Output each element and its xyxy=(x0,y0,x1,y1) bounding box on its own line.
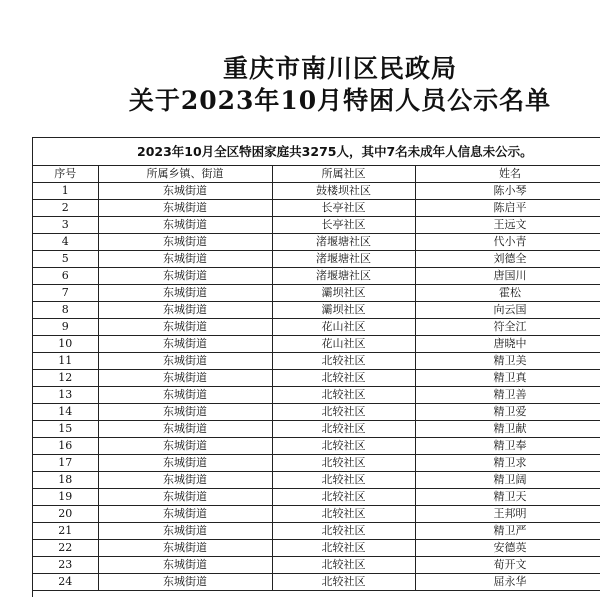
cell-township: 东城街道 xyxy=(98,404,272,421)
cell-index: 8 xyxy=(33,302,98,319)
cell-township: 东城街道 xyxy=(98,183,272,200)
table-row xyxy=(33,319,600,336)
cell-township: 东城街道 xyxy=(98,557,272,574)
table-row xyxy=(33,404,600,421)
cell-name: 唐晓中 xyxy=(415,336,600,353)
cell-name: 精卫美 xyxy=(415,353,600,370)
cell-township: 东城街道 xyxy=(98,353,272,370)
cell-name: 精卫求 xyxy=(415,455,600,472)
cell-community: 北较社区 xyxy=(272,523,415,540)
cell-name: 精卫奉 xyxy=(415,438,600,455)
cell-community: 灞坝社区 xyxy=(272,302,415,319)
cell-index: 1 xyxy=(33,183,98,200)
roster-table xyxy=(33,166,600,591)
cell-township: 东城街道 xyxy=(98,523,272,540)
cell-community: 渚堰塘社区 xyxy=(272,251,415,268)
table-row xyxy=(33,370,600,387)
cell-index: 3 xyxy=(33,217,98,234)
cell-name: 符全江 xyxy=(415,319,600,336)
table-row xyxy=(33,251,600,268)
cell-index: 14 xyxy=(33,404,98,421)
table-row xyxy=(33,183,600,200)
cell-name: 安德英 xyxy=(415,540,600,557)
cell-index: 23 xyxy=(33,557,98,574)
cell-name: 屈永华 xyxy=(415,574,600,591)
cell-community: 北较社区 xyxy=(272,438,415,455)
header-township: 所属乡镇、街道 xyxy=(98,166,272,183)
cell-name: 精卫献 xyxy=(415,421,600,438)
cell-township: 东城街道 xyxy=(98,540,272,557)
header-community: 所属社区 xyxy=(272,166,415,183)
cell-name: 唐国川 xyxy=(415,268,600,285)
cell-community: 鼓楼坝社区 xyxy=(272,183,415,200)
cell-community: 北较社区 xyxy=(272,489,415,506)
cell-index: 5 xyxy=(33,251,98,268)
cell-community: 北较社区 xyxy=(272,455,415,472)
cell-index: 22 xyxy=(33,540,98,557)
cell-township: 东城街道 xyxy=(98,370,272,387)
table-row xyxy=(33,217,600,234)
cell-name: 代小青 xyxy=(415,234,600,251)
table-row xyxy=(33,234,600,251)
cell-township: 东城街道 xyxy=(98,336,272,353)
cell-name: 王邦明 xyxy=(415,506,600,523)
cell-township: 东城街道 xyxy=(98,251,272,268)
cell-community: 北较社区 xyxy=(272,472,415,489)
table-row xyxy=(33,387,600,404)
table-row xyxy=(33,557,600,574)
cell-township: 东城街道 xyxy=(98,472,272,489)
cell-name: 荀开文 xyxy=(415,557,600,574)
cell-index: 18 xyxy=(33,472,98,489)
cell-index: 20 xyxy=(33,506,98,523)
cell-name: 陈启平 xyxy=(415,200,600,217)
cell-township: 东城街道 xyxy=(98,506,272,523)
cell-township: 东城街道 xyxy=(98,285,272,302)
cell-community: 长亭社区 xyxy=(272,217,415,234)
cell-index: 17 xyxy=(33,455,98,472)
cell-community: 渚堰塘社区 xyxy=(272,268,415,285)
cell-township: 东城街道 xyxy=(98,574,272,591)
cell-township: 东城街道 xyxy=(98,217,272,234)
table-row xyxy=(33,336,600,353)
summary-banner: 2023年10月全区特困家庭共3275人，其中7名未成年人信息未公示。 xyxy=(33,138,600,166)
cell-name: 精卫真 xyxy=(415,370,600,387)
table-row xyxy=(33,455,600,472)
header-name: 姓名 xyxy=(415,166,600,183)
cell-community: 北较社区 xyxy=(272,404,415,421)
cell-community: 花山社区 xyxy=(272,336,415,353)
cell-index: 15 xyxy=(33,421,98,438)
cell-community: 灞坝社区 xyxy=(272,285,415,302)
cell-community: 北较社区 xyxy=(272,353,415,370)
cell-index: 24 xyxy=(33,574,98,591)
roster-table-container xyxy=(32,137,600,597)
cell-name: 霍松 xyxy=(415,285,600,302)
cell-name: 精卫阔 xyxy=(415,472,600,489)
cell-community: 北较社区 xyxy=(272,387,415,404)
cell-township: 东城街道 xyxy=(98,489,272,506)
page-title: 重庆市南川区民政局 xyxy=(222,54,457,83)
cell-community: 渚堰塘社区 xyxy=(272,234,415,251)
cell-index: 7 xyxy=(33,285,98,302)
cell-community: 北较社区 xyxy=(272,574,415,591)
cell-index: 13 xyxy=(33,387,98,404)
cell-index: 19 xyxy=(33,489,98,506)
cell-name: 精卫天 xyxy=(415,489,600,506)
table-row xyxy=(33,438,600,455)
page-subtitle: 关于2023年10月特困人员公示名单 xyxy=(128,86,552,115)
cell-index: 10 xyxy=(33,336,98,353)
cell-community: 北较社区 xyxy=(272,370,415,387)
cell-name: 精卫善 xyxy=(415,387,600,404)
cell-index: 21 xyxy=(33,523,98,540)
cell-community: 长亭社区 xyxy=(272,200,415,217)
cell-community: 北较社区 xyxy=(272,506,415,523)
cell-township: 东城街道 xyxy=(98,455,272,472)
table-row xyxy=(33,472,600,489)
table-row xyxy=(33,540,600,557)
table-row xyxy=(33,523,600,540)
cell-name: 陈小琴 xyxy=(415,183,600,200)
table-row xyxy=(33,506,600,523)
cell-community: 花山社区 xyxy=(272,319,415,336)
cell-township: 东城街道 xyxy=(98,200,272,217)
cell-index: 11 xyxy=(33,353,98,370)
cell-township: 东城街道 xyxy=(98,438,272,455)
table-row xyxy=(33,574,600,591)
table-row xyxy=(33,489,600,506)
cell-index: 4 xyxy=(33,234,98,251)
cell-index: 2 xyxy=(33,200,98,217)
cell-township: 东城街道 xyxy=(98,234,272,251)
cell-index: 6 xyxy=(33,268,98,285)
cell-community: 北较社区 xyxy=(272,421,415,438)
cell-name: 向云国 xyxy=(415,302,600,319)
table-row xyxy=(33,353,600,370)
header-index: 序号 xyxy=(33,166,98,183)
cell-index: 9 xyxy=(33,319,98,336)
cell-name: 王远文 xyxy=(415,217,600,234)
cell-township: 东城街道 xyxy=(98,421,272,438)
table-row xyxy=(33,421,600,438)
cell-name: 精卫严 xyxy=(415,523,600,540)
cell-name: 精卫爱 xyxy=(415,404,600,421)
table-row xyxy=(33,285,600,302)
cell-index: 16 xyxy=(33,438,98,455)
table-row xyxy=(33,268,600,285)
table-row xyxy=(33,200,600,217)
cell-township: 东城街道 xyxy=(98,319,272,336)
cell-township: 东城街道 xyxy=(98,387,272,404)
cell-township: 东城街道 xyxy=(98,268,272,285)
cell-community: 北较社区 xyxy=(272,540,415,557)
table-row xyxy=(33,302,600,319)
cell-name: 刘德全 xyxy=(415,251,600,268)
cell-community: 北较社区 xyxy=(272,557,415,574)
cell-township: 东城街道 xyxy=(98,302,272,319)
table-header-row xyxy=(33,166,600,183)
cell-index: 12 xyxy=(33,370,98,387)
